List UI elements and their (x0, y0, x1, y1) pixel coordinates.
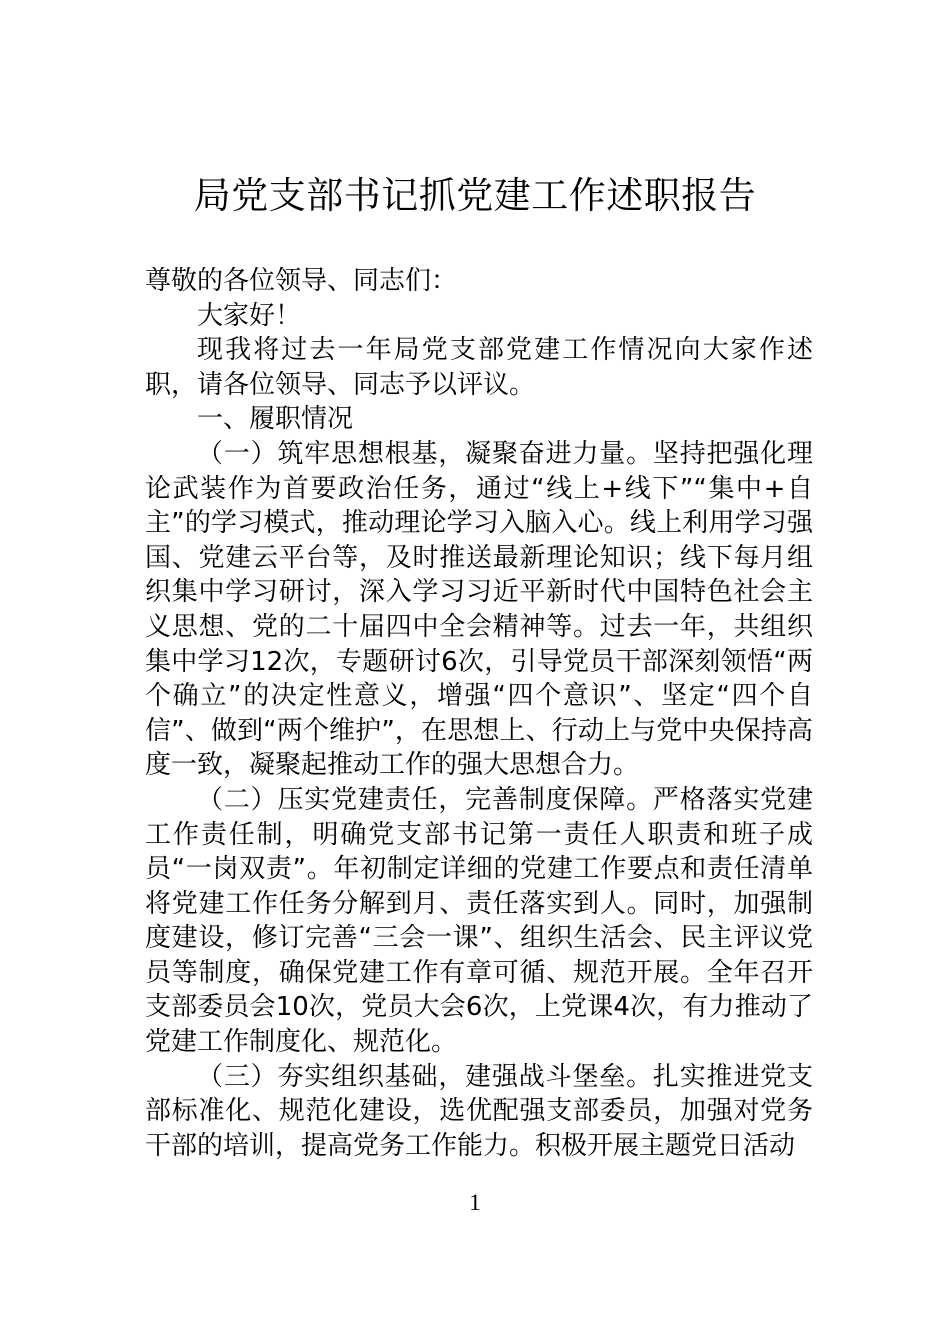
salutation: 尊敬的各位领导、同志们： (145, 266, 458, 296)
section-heading: 一、履职情况 (197, 404, 354, 435)
document-body (145, 264, 813, 1163)
greeting: 大家好！ (197, 300, 302, 331)
document-title: 局党支部书记抓党建工作述职报告 (193, 174, 757, 217)
paragraph-1: （一）筑牢思想根基，凝聚奋进力量。坚持把强化理论武装作为首要政治任务，通过“线上+线下”“集中+自主”的学习模式，推动理论学习入脑入心。线上利用学习强国、党建云平台等，及时推送最新理论知识；线下每月组织集中学习研讨，深入学习习近平新时代中国特色社会主义思想、党的二十届四中全会精神等。过去一年，共组织集中学习12次，专题研讨6次，引导党员干部深刻领悟“两个确立”的决定性意义，增强“四个意识”、坚定“四个自信”、做到“两个维护”，在思想上、行动上与党中央保持高度一致，凝聚起推动工作的强大思想合力。 (145, 438, 813, 781)
paragraph-2: （二）压实党建责任，完善制度保障。严格落实党建工作责任制，明确党支部书记第一责任人职责和班子成员“一岗双责”。年初制定详细的党建工作要点和责任清单将党建工作任务分解到月、责任落实到人。同时，加强制度建设，修订完善“三会一课”、组织生活会、民主评议党员等制度，确保党建工作有章可循、规范开展。全年召开支部委员会10次，党员大会6次，上党课4次，有力推动了党建工作制度化、规范化。 (145, 784, 813, 1058)
page-number: 1 (469, 1190, 481, 1215)
paragraph-3: （三）夯实组织基础，建强战斗堡垒。扎实推进党支部标准化、规范化建设，选优配强支部委员，加强对党务干部的培训，提高党务工作能力。积极开展主题党日活动 (145, 1061, 813, 1161)
intro-paragraph: 现我将过去一年局党支部党建工作情况向大家作述职，请各位领导、同志予以评议。 (145, 335, 813, 400)
